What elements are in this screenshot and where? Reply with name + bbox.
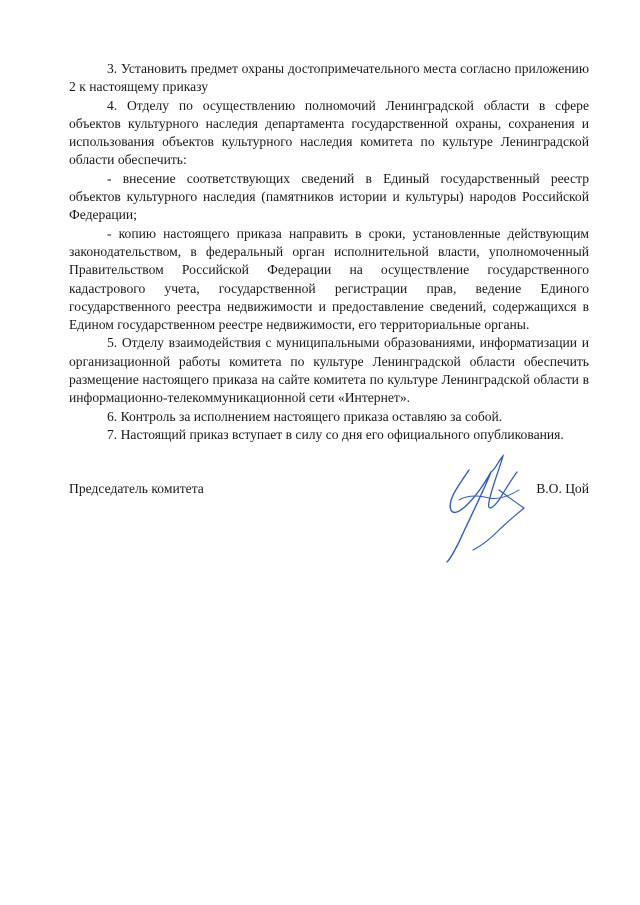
paragraph-item-3: 3. Установить предмет охраны достопримечательного места согласно приложению 2 к настоящему приказу xyxy=(69,61,589,95)
signatory-name: В.О. Цой xyxy=(536,481,589,496)
paragraph-item-4: 4. Отделу по осуществлению полномочий Ленинградской области в сфере объектов культурного наследия департамента государственной охраны, сохранения и использования объектов культурного наследия комитета по культуре Ленинградской области обеспечить: xyxy=(69,97,589,168)
handwritten-signature-icon xyxy=(429,450,539,570)
paragraph-bullet-copy: - копию настоящего приказа направить в сроки, установленные действующим законодательством, в федеральный орган исполнительной власти, уполномоченный Правительством Российской Федерации на осуществление государственного кадастрового учета, государственной регистрации прав, ведение Единого государственного реестра недвижимости и предоставление сведений, содержащихся в Едином государственном реестре недвижимости, его территориальные органы. xyxy=(69,225,589,333)
paragraph-item-7: 7. Настоящий приказ вступает в силу со дня его официального опубликования. xyxy=(107,426,564,442)
paragraph-bullet-registry: - внесение соответствующих сведений в Единый государственный реестр объектов культурного наследия (памятников истории и культуры) народов Российской Федерации; xyxy=(69,170,589,223)
signature-block xyxy=(69,480,589,590)
paragraph-item-5: 5. Отделу взаимодействия с муниципальными образованиями, информатизации и организационной работы комитета по культуре Ленинградской области обеспечить размещение настоящего приказа на сайте комитета по культуре Ленинградской области в информационно-телекоммуникационной сети «Интернет». xyxy=(69,335,589,406)
paragraph-item-6: 6. Контроль за исполнением настоящего приказа оставляю за собой. xyxy=(107,408,503,424)
signatory-title: Председатель комитета xyxy=(69,481,204,496)
document-body xyxy=(69,60,589,444)
